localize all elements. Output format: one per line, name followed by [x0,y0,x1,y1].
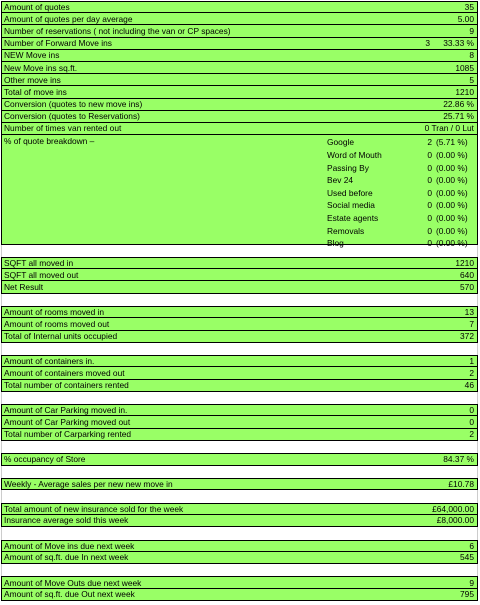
row-label: Net Result [4,282,44,293]
table-row [1,25,478,37]
row-value: 84.37 % [443,454,474,465]
breakdown-percent: (0.00 %) [436,200,468,211]
occupancy-block [1,453,478,465]
breakdown-count: 0 [427,212,432,223]
row-label: Amount of Car Parking moved out [4,417,131,428]
spacer [1,343,478,356]
row-value: 1 [469,356,474,367]
breakdown-source: Google [327,137,355,148]
table-row [1,404,478,416]
row-value: 0 [469,417,474,428]
parking-block [1,404,478,441]
row-label: Amount of quotes [4,2,70,13]
row-label: Total amount of new insurance sold for the week [4,503,184,514]
row-count: 3 [425,38,430,49]
row-label: Conversion (quotes to new move ins) [4,99,143,110]
row-value: 640 [460,269,474,280]
breakdown-count: 0 [427,238,432,249]
table-row [1,269,478,281]
table-row [1,111,478,123]
row-value: 9 [469,25,474,36]
row-value: 5 [469,74,474,85]
spacer [1,441,478,454]
row-label: Total of move ins [4,86,67,97]
row-label: Total of Internal units occupied [4,331,118,342]
spacer [1,490,478,503]
row-label: Conversion (quotes to Reservations) [4,111,140,122]
row-label: % occupancy of Store [4,454,86,465]
spacer [1,392,478,405]
row-label: Amount of containers moved out [4,367,125,378]
row-label: Amount of sq.ft. due Out next week [4,589,135,600]
table-row [1,62,478,74]
table-row [1,74,478,86]
quote-breakdown [1,135,478,249]
table-row [1,123,478,135]
row-value: 35 [464,2,474,13]
breakdown-percent: (5.71 %) [436,137,468,148]
breakdown-percent: (0.00 %) [436,175,468,186]
row-value: 372 [460,331,474,342]
row-label: Weekly - Average sales per new new move in [4,479,173,490]
row-value: £64,000.00 [432,503,474,514]
row-label: Amount of Car Parking moved in. [4,405,128,416]
table-row [1,478,478,490]
row-value: 5.00 [457,13,474,24]
table-row [1,429,478,441]
table-row [1,257,478,269]
breakdown-percent: (0.00 %) [436,187,468,198]
row-label: Number of times van rented out [4,123,122,134]
breakdown-source: Estate agents [327,212,379,223]
table-row [1,331,478,343]
row-value: £10.78 [448,479,474,490]
row-label: Insurance average sold this week [4,515,129,526]
table-row [1,86,478,98]
breakdown-count: 0 [427,225,432,236]
row-label: SQFT all moved out [4,269,79,280]
row-label: Other move ins [4,74,61,85]
move-outs-next-week-block [1,576,478,600]
table-row [1,38,478,50]
breakdown-percent: (0.00 %) [436,212,468,223]
row-value: 2 [469,367,474,378]
table-row [1,13,478,25]
table-row [1,552,478,564]
row-value: 13 [464,307,474,318]
breakdown-source: Bev 24 [327,175,354,186]
row-label: Number of Forward Move ins [4,38,112,49]
weekly-sales-block [1,478,478,490]
breakdown-item [327,212,477,225]
row-value: 2 [469,429,474,440]
row-value: 25.71 % [443,111,474,122]
table-row [1,453,478,465]
summary-block [1,1,478,135]
spacer [1,466,478,479]
table-row [1,355,478,367]
breakdown-item [327,224,477,237]
row-value: 795 [460,589,474,600]
breakdown-percent: (0.00 %) [436,238,468,249]
row-label: Total number of containers rented [4,380,129,391]
table-row [1,306,478,318]
breakdown-percent: (0.00 %) [436,225,468,236]
row-label: Amount of sq.ft. due In next week [4,552,129,563]
breakdown-source: Passing By [327,162,369,173]
table-row [1,99,478,111]
row-label: Amount of Move ins due next week [4,540,135,551]
row-label: Amount of rooms moved in [4,307,105,318]
breakdown-item [327,161,477,174]
sqft-block [1,257,478,294]
row-value: 22.86 % [443,99,474,110]
breakdown-count: 0 [427,187,432,198]
insurance-block [1,503,478,527]
row-label: New Move ins sq.ft. [4,62,78,73]
move-ins-next-week-block [1,540,478,564]
breakdown-item [327,237,477,250]
rooms-block [1,306,478,343]
breakdown-percent: (0.00 %) [436,149,468,160]
breakdown-source: Blog [327,238,344,249]
breakdown-count: 0 [427,162,432,173]
breakdown-item [327,136,477,149]
spacer [1,527,478,540]
row-value: 9 [469,577,474,588]
table-row [1,515,478,527]
report-sheet [1,1,478,601]
table-row [1,589,478,601]
breakdown-item [327,199,477,212]
row-label: SQFT all moved in [4,258,74,269]
breakdown-source: Removals [327,225,365,236]
breakdown-item [327,174,477,187]
table-row [1,318,478,330]
breakdown-source: Social media [327,200,375,211]
row-value: 0 Tran / 0 Lut [424,123,474,134]
breakdown-count: 2 [427,137,432,148]
row-label: Amount of rooms moved out [4,318,110,329]
table-row [1,50,478,62]
breakdown-source: Word of Mouth [327,149,382,160]
breakdown-count: 0 [427,200,432,211]
row-value: 8 [469,50,474,61]
row-value: 545 [460,552,474,563]
table-row [1,1,478,13]
table-row [1,503,478,515]
table-row [1,367,478,379]
row-label: Number of reservations ( not including the van or CP spaces) [4,25,231,36]
breakdown-title: % of quote breakdown – [4,136,95,147]
containers-block [1,355,478,392]
breakdown-source: Used before [327,187,373,198]
table-row [1,576,478,588]
spacer [1,564,478,577]
row-label: Total number of Carparking rented [4,429,132,440]
breakdown-list [327,136,477,249]
table-row [1,540,478,552]
breakdown-item [327,186,477,199]
row-value: £8,000.00 [436,515,474,526]
row-label: Amount of quotes per day average [4,13,133,24]
table-row [1,380,478,392]
row-value: 46 [464,380,474,391]
row-value: 1210 [455,258,474,269]
row-label: Amount of containers in. [4,356,95,367]
breakdown-item [327,149,477,162]
breakdown-count: 0 [427,149,432,160]
table-row [1,416,478,428]
row-label: NEW Move ins [4,50,60,61]
row-value: 33.33 % [443,38,474,49]
breakdown-count: 0 [427,175,432,186]
row-label: Amount of Move Outs due next week [4,577,142,588]
table-row [1,281,478,293]
spacer [1,294,478,307]
row-value: 1085 [455,62,474,73]
breakdown-percent: (0.00 %) [436,162,468,173]
row-value: 7 [469,318,474,329]
row-value: 570 [460,282,474,293]
row-value: 0 [469,405,474,416]
row-value: 6 [469,540,474,551]
row-value: 1210 [455,86,474,97]
